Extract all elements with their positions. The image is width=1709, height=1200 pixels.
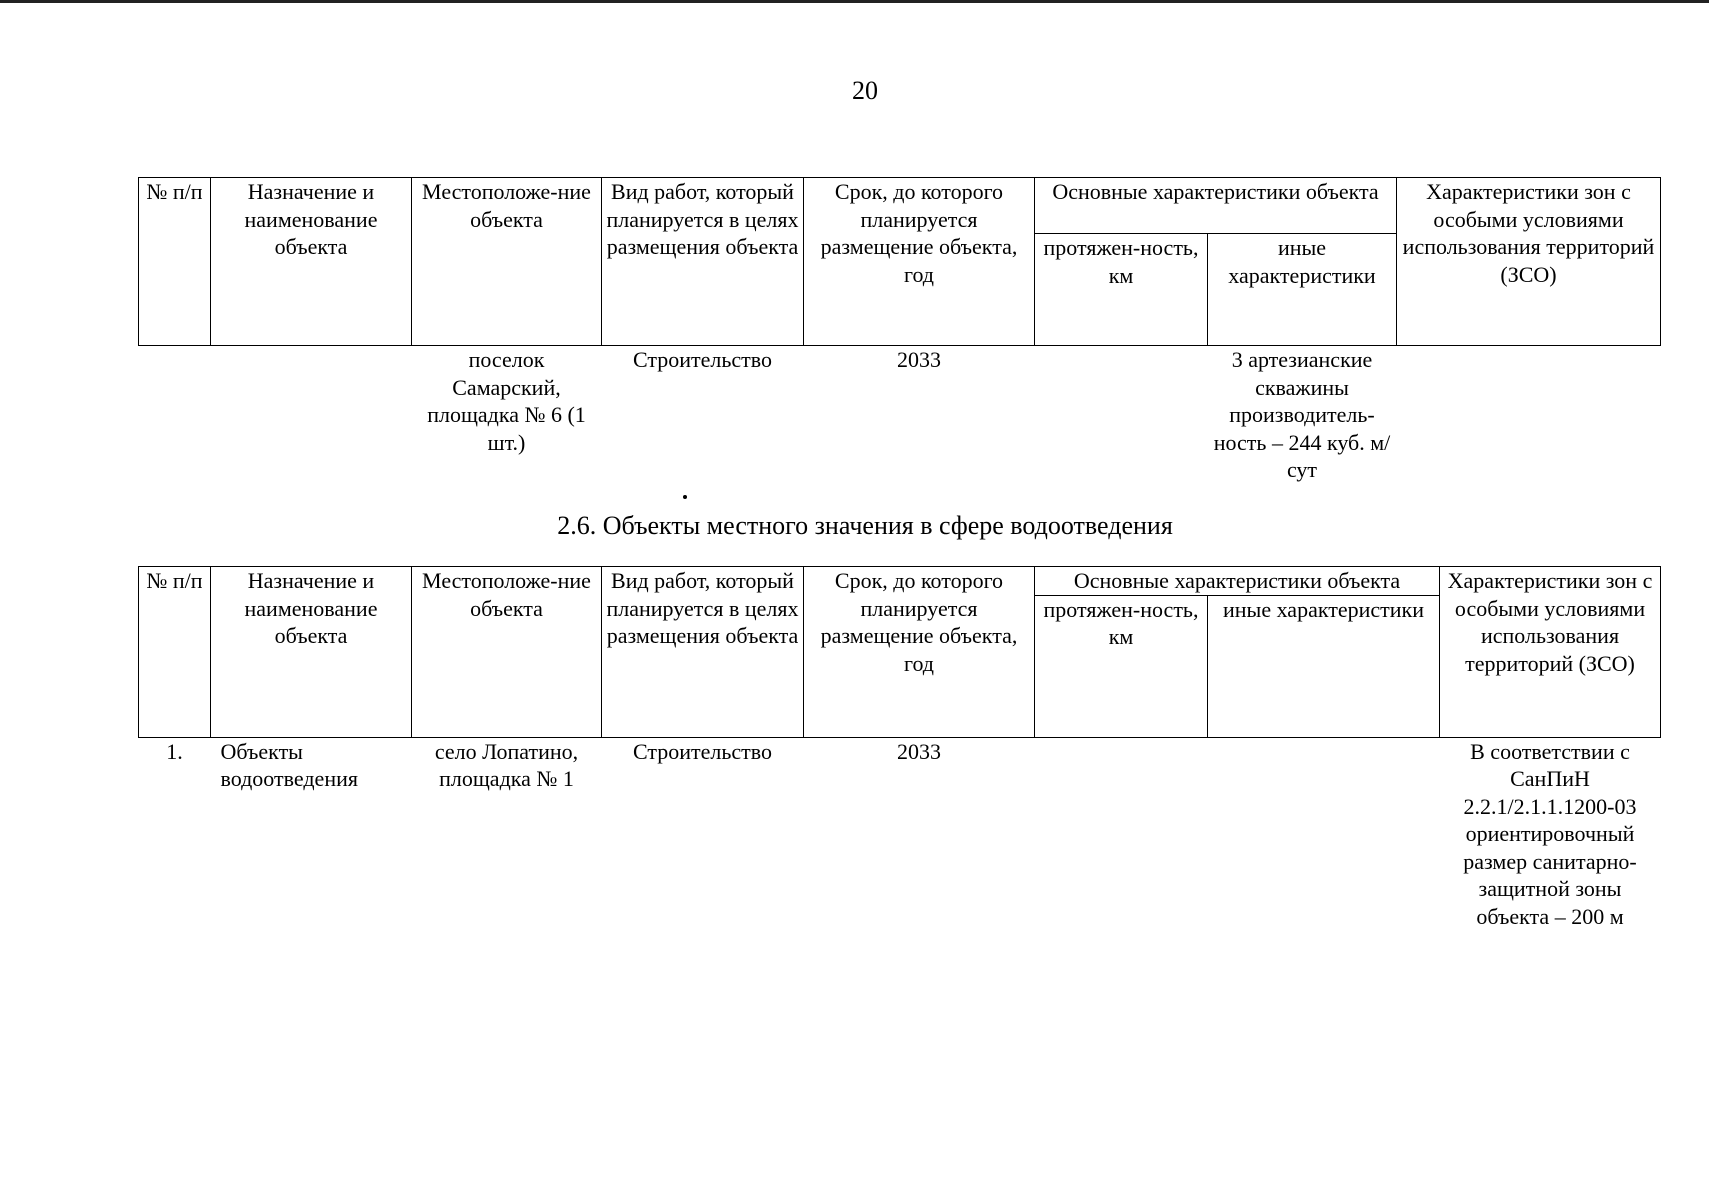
cell-length — [1035, 346, 1208, 484]
cell-zso — [1397, 346, 1661, 484]
header-num: № п/п — [139, 178, 211, 346]
header-work-type: Вид работ, который планируется в целях размещения объекта — [602, 178, 804, 346]
table-row — [139, 346, 1661, 484]
cell-zso: В соответствии с СанПиН 2.2.1/2.1.1.1200-03 ориентировочный размер санитарно-защитной зоны объекта – 200 м — [1463, 738, 1637, 929]
cell-location: село Лопатино, площадка № 1 — [434, 738, 579, 791]
page-top-border — [0, 0, 1709, 3]
wastewater-objects-table — [138, 566, 1661, 930]
header-work-type: Вид работ, который планируется в целях размещения объекта — [602, 567, 804, 738]
cell-name — [211, 346, 412, 484]
header-name: Назначение и наименование объекта — [211, 567, 412, 738]
header-zso: Характеристики зон с особыми условиями использования территорий (ЗСО) — [1397, 178, 1661, 346]
header-zso: Характеристики зон с особыми условиями использования территорий (ЗСО) — [1440, 567, 1661, 738]
header-name: Назначение и наименование объекта — [211, 178, 412, 346]
cell-other-characteristics — [1208, 737, 1440, 930]
cell-location: поселок Самарский, площадка № 6 (1 шт.) — [427, 347, 586, 455]
cell-other-characteristics: 3 артезианские скважины производитель-ность – 244 куб. м/сут — [1213, 347, 1391, 482]
header-term: Срок, до которого планируется размещение объекта, год — [804, 567, 1035, 738]
header-main-characteristics: Основные характеристики объекта — [1035, 178, 1397, 234]
cell-term: 2033 — [897, 738, 941, 764]
stray-dot — [683, 495, 687, 499]
header-other-characteristics: иные характеристики — [1208, 234, 1397, 346]
header-term: Срок, до которого планируется размещение объекта, год — [804, 178, 1035, 346]
cell-work-type: Строительство — [632, 347, 773, 372]
cell-name: Объекты водоотведения — [220, 738, 358, 791]
cell-work-type: Строительство — [632, 738, 773, 764]
header-other-characteristics: иные характеристики — [1208, 595, 1440, 737]
cell-num — [139, 346, 211, 484]
cell-term: 2033 — [897, 347, 941, 372]
section-title: 2.6. Объекты местного значения в сфере водоотведения — [557, 511, 1173, 540]
header-main-characteristics: Основные характеристики объекта — [1035, 567, 1440, 596]
header-location: Местоположе-ние объекта — [412, 178, 602, 346]
cell-length — [1035, 737, 1208, 930]
header-length: протяжен-ность, км — [1035, 234, 1208, 346]
header-num: № п/п — [139, 567, 211, 738]
header-length: протяжен-ность, км — [1035, 595, 1208, 737]
water-supply-objects-table — [138, 177, 1661, 484]
header-location: Местоположе-ние объекта — [412, 567, 602, 738]
page-number: 20 — [852, 76, 878, 105]
cell-num: 1. — [166, 738, 183, 764]
table-row — [139, 737, 1661, 930]
